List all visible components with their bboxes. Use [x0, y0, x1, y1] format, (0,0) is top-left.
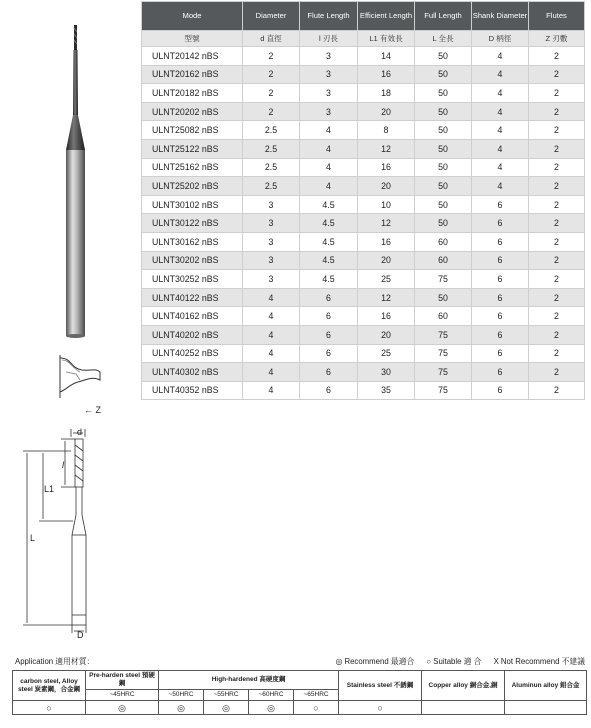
material-high-hardened: High-hardened 高硬度鋼	[159, 671, 339, 690]
cell-flute-length: 4.5	[300, 195, 358, 214]
cell-full-length: 75	[415, 344, 472, 363]
cell-flute-length: 6	[300, 307, 358, 326]
cell-flutes: 2	[529, 158, 585, 177]
dim-label-l: l	[62, 460, 64, 470]
cell-flutes: 2	[529, 102, 585, 121]
cell-mode: ULNT20142 nBS	[142, 47, 243, 66]
cell-efficient-length: 16	[358, 307, 415, 326]
material-copper-alloy: Copper alloy 銅合金,銅	[422, 671, 505, 701]
col-header-flute-length: Flute Length	[300, 2, 358, 31]
legend-recommend: ◎ Recommend 最適合	[335, 657, 415, 666]
hardness-65: ~65HRC	[294, 690, 339, 701]
cell-diameter: 2.5	[243, 139, 300, 158]
col-subheader-shank-diameter: D 柄徑	[472, 31, 529, 47]
cell-full-length: 75	[415, 325, 472, 344]
cell-flutes: 2	[529, 325, 585, 344]
col-subheader-flutes: Z 刃數	[529, 31, 585, 47]
cell-shank-diameter: 6	[472, 307, 529, 326]
legend-suitable: ○ Suitable 適 合	[426, 657, 482, 666]
cell-flute-length: 6	[300, 344, 358, 363]
cell-efficient-length: 12	[358, 288, 415, 307]
cell-flutes: 2	[529, 270, 585, 289]
cell-flute-length: 4.5	[300, 251, 358, 270]
table-row	[142, 177, 585, 196]
cell-shank-diameter: 4	[472, 84, 529, 103]
col-subheader-full-length: L 全長	[415, 31, 472, 47]
cell-full-length: 60	[415, 307, 472, 326]
cell-mode: ULNT25162 nBS	[142, 158, 243, 177]
mark-h55: ◎	[204, 701, 249, 715]
cell-mode: ULNT30102 nBS	[142, 195, 243, 214]
cell-mode: ULNT40352 nBS	[142, 381, 243, 400]
application-title: Application 適用材質：	[15, 657, 95, 666]
cell-full-length: 50	[415, 65, 472, 84]
cell-mode: ULNT40302 nBS	[142, 363, 243, 382]
col-header-efficient-length: Efficient Length	[358, 2, 415, 31]
application-legend	[326, 656, 586, 667]
cell-diameter: 2	[243, 47, 300, 66]
cell-flute-length: 4	[300, 158, 358, 177]
mark-h50: ◎	[159, 701, 204, 715]
cell-flutes: 2	[529, 65, 585, 84]
legend-not-recommend: X Not Recommend 不建議	[493, 657, 585, 666]
cell-diameter: 3	[243, 232, 300, 251]
table-row	[142, 307, 585, 326]
material-stainless-steel: Stainless steel 不銹鋼	[339, 671, 422, 701]
table-row	[142, 84, 585, 103]
col-header-flutes: Flutes	[529, 2, 585, 31]
cell-flute-length: 4	[300, 121, 358, 140]
cell-efficient-length: 14	[358, 47, 415, 66]
cell-diameter: 2.5	[243, 177, 300, 196]
cell-efficient-length: 12	[358, 214, 415, 233]
mark-h60: ◎	[249, 701, 294, 715]
cell-mode: ULNT40162 nBS	[142, 307, 243, 326]
table-row	[142, 139, 585, 158]
cell-flute-length: 3	[300, 65, 358, 84]
cell-flutes: 2	[529, 344, 585, 363]
mark-h65: ○	[294, 701, 339, 715]
cell-efficient-length: 16	[358, 232, 415, 251]
cell-efficient-length: 25	[358, 344, 415, 363]
cell-shank-diameter: 6	[472, 195, 529, 214]
cell-shank-diameter: 4	[472, 139, 529, 158]
cell-full-length: 50	[415, 47, 472, 66]
cell-flutes: 2	[529, 214, 585, 233]
col-header-diameter: Diameter	[243, 2, 300, 31]
col-subheader-diameter: d 直徑	[243, 31, 300, 47]
col-header-mode: Mode	[142, 2, 243, 31]
cell-flute-length: 3	[300, 47, 358, 66]
col-header-shank-diameter: Shank Diameter	[472, 2, 529, 31]
cell-efficient-length: 20	[358, 251, 415, 270]
dim-label-D: D	[77, 630, 84, 640]
cell-flutes: 2	[529, 288, 585, 307]
col-subheader-flute-length: l 刃長	[300, 31, 358, 47]
cell-shank-diameter: 6	[472, 251, 529, 270]
cell-efficient-length: 8	[358, 121, 415, 140]
cell-full-length: 75	[415, 381, 472, 400]
cell-efficient-length: 20	[358, 102, 415, 121]
cell-shank-diameter: 6	[472, 381, 529, 400]
cell-mode: ULNT40202 nBS	[142, 325, 243, 344]
cell-flutes: 2	[529, 47, 585, 66]
cell-efficient-length: 16	[358, 158, 415, 177]
cell-shank-diameter: 4	[472, 158, 529, 177]
hardness-prehard: ~45HRC	[86, 690, 159, 701]
cell-efficient-length: 18	[358, 84, 415, 103]
cell-diameter: 3	[243, 214, 300, 233]
mark-stainless: ○	[339, 701, 422, 715]
cell-diameter: 2.5	[243, 158, 300, 177]
table-row	[142, 381, 585, 400]
cell-full-length: 50	[415, 121, 472, 140]
cell-flute-length: 6	[300, 325, 358, 344]
cell-flutes: 2	[529, 195, 585, 214]
table-row	[142, 270, 585, 289]
cell-shank-diameter: 4	[472, 177, 529, 196]
table-row	[142, 121, 585, 140]
cell-flute-length: 4.5	[300, 232, 358, 251]
mark-prehard: ◎	[86, 701, 159, 715]
material-aluminum-alloy: Aluminun alloy 鋁合金	[505, 671, 587, 701]
cell-flutes: 2	[529, 121, 585, 140]
cell-diameter: 4	[243, 325, 300, 344]
cell-flute-length: 3	[300, 102, 358, 121]
cell-diameter: 4	[243, 288, 300, 307]
cell-full-length: 50	[415, 102, 472, 121]
dim-label-L: L	[30, 533, 36, 543]
hardness-60: ~60HRC	[249, 690, 294, 701]
cell-mode: ULNT25202 nBS	[142, 177, 243, 196]
rotation-z-label: ← Z	[84, 405, 101, 415]
cell-flutes: 2	[529, 84, 585, 103]
cell-flutes: 2	[529, 251, 585, 270]
cell-full-length: 50	[415, 139, 472, 158]
table-row	[142, 232, 585, 251]
cell-flutes: 2	[529, 139, 585, 158]
cell-shank-diameter: 6	[472, 270, 529, 289]
cell-diameter: 2	[243, 65, 300, 84]
cell-full-length: 50	[415, 158, 472, 177]
cell-full-length: 50	[415, 195, 472, 214]
cell-shank-diameter: 4	[472, 102, 529, 121]
cell-shank-diameter: 6	[472, 325, 529, 344]
cell-diameter: 2.5	[243, 121, 300, 140]
end-mill-photo	[40, 20, 100, 340]
cell-full-length: 50	[415, 214, 472, 233]
header-row-zh	[142, 31, 585, 47]
cell-mode: ULNT30162 nBS	[142, 232, 243, 251]
mark-aluminum	[505, 701, 587, 715]
cell-efficient-length: 12	[358, 139, 415, 158]
table-row	[142, 288, 585, 307]
cell-mode: ULNT20182 nBS	[142, 84, 243, 103]
table-row	[142, 102, 585, 121]
table-row	[142, 47, 585, 66]
cell-shank-diameter: 4	[472, 121, 529, 140]
cell-mode: ULNT20162 nBS	[142, 65, 243, 84]
dim-label-L1: L1	[44, 484, 55, 494]
table-row	[142, 325, 585, 344]
material-preharden-steel: Pre-harden steel 預硬鋼	[86, 671, 159, 690]
cell-flute-length: 4	[300, 139, 358, 158]
mark-copper	[422, 701, 505, 715]
table-row	[142, 158, 585, 177]
dimension-drawing	[15, 425, 105, 640]
cell-mode: ULNT30122 nBS	[142, 214, 243, 233]
header-row-en	[142, 2, 585, 31]
dim-label-d: d	[77, 427, 83, 437]
cell-flutes: 2	[529, 177, 585, 196]
cell-full-length: 75	[415, 270, 472, 289]
cell-shank-diameter: 4	[472, 47, 529, 66]
cell-mode: ULNT25082 nBS	[142, 121, 243, 140]
cell-full-length: 60	[415, 251, 472, 270]
cell-efficient-length: 25	[358, 270, 415, 289]
cell-efficient-length: 20	[358, 325, 415, 344]
cell-diameter: 4	[243, 307, 300, 326]
cell-flute-length: 4	[300, 177, 358, 196]
cell-mode: ULNT40122 nBS	[142, 288, 243, 307]
table-row	[142, 344, 585, 363]
cell-flute-length: 3	[300, 84, 358, 103]
cell-efficient-length: 20	[358, 177, 415, 196]
table-row	[142, 363, 585, 382]
col-header-full-length: Full Length	[415, 2, 472, 31]
cell-mode: ULNT40252 nBS	[142, 344, 243, 363]
cell-flute-length: 4.5	[300, 214, 358, 233]
cell-flute-length: 6	[300, 381, 358, 400]
table-row	[142, 214, 585, 233]
col-subheader-efficient-length: L1 有效長	[358, 31, 415, 47]
cell-diameter: 4	[243, 344, 300, 363]
cell-mode: ULNT25122 nBS	[142, 139, 243, 158]
cell-diameter: 2	[243, 102, 300, 121]
cell-mode: ULNT30202 nBS	[142, 251, 243, 270]
cell-shank-diameter: 6	[472, 288, 529, 307]
cell-flutes: 2	[529, 381, 585, 400]
col-subheader-mode: 型號	[142, 31, 243, 47]
cell-shank-diameter: 4	[472, 65, 529, 84]
cell-diameter: 4	[243, 381, 300, 400]
cell-full-length: 60	[415, 232, 472, 251]
table-row	[142, 65, 585, 84]
cell-full-length: 50	[415, 288, 472, 307]
cell-flute-length: 6	[300, 288, 358, 307]
cell-efficient-length: 30	[358, 363, 415, 382]
cell-diameter: 3	[243, 270, 300, 289]
cell-shank-diameter: 6	[472, 214, 529, 233]
cell-efficient-length: 10	[358, 195, 415, 214]
spec-table-body	[142, 47, 585, 400]
cell-diameter: 4	[243, 363, 300, 382]
hardness-55: ~55HRC	[204, 690, 249, 701]
table-row	[142, 251, 585, 270]
material-carbon-steel: carbon steel, Alloy steel 炭素鋼，合金鋼	[13, 671, 86, 701]
cell-flute-length: 4.5	[300, 270, 358, 289]
cell-flute-length: 6	[300, 363, 358, 382]
cell-shank-diameter: 6	[472, 344, 529, 363]
application-table	[12, 670, 587, 715]
cross-section-icon	[52, 350, 112, 405]
cell-flutes: 2	[529, 232, 585, 251]
cell-efficient-length: 35	[358, 381, 415, 400]
cell-diameter: 3	[243, 251, 300, 270]
cell-mode: ULNT20202 nBS	[142, 102, 243, 121]
cell-full-length: 50	[415, 84, 472, 103]
cell-shank-diameter: 6	[472, 363, 529, 382]
mark-carbon: ○	[13, 701, 86, 715]
cell-efficient-length: 16	[358, 65, 415, 84]
cell-full-length: 75	[415, 363, 472, 382]
cell-flutes: 2	[529, 363, 585, 382]
spec-table	[141, 1, 585, 400]
hardness-50: ~50HRC	[159, 690, 204, 701]
table-row	[142, 195, 585, 214]
cell-diameter: 3	[243, 195, 300, 214]
cell-shank-diameter: 6	[472, 232, 529, 251]
cell-mode: ULNT30252 nBS	[142, 270, 243, 289]
cell-full-length: 50	[415, 177, 472, 196]
cell-diameter: 2	[243, 84, 300, 103]
cell-flutes: 2	[529, 307, 585, 326]
